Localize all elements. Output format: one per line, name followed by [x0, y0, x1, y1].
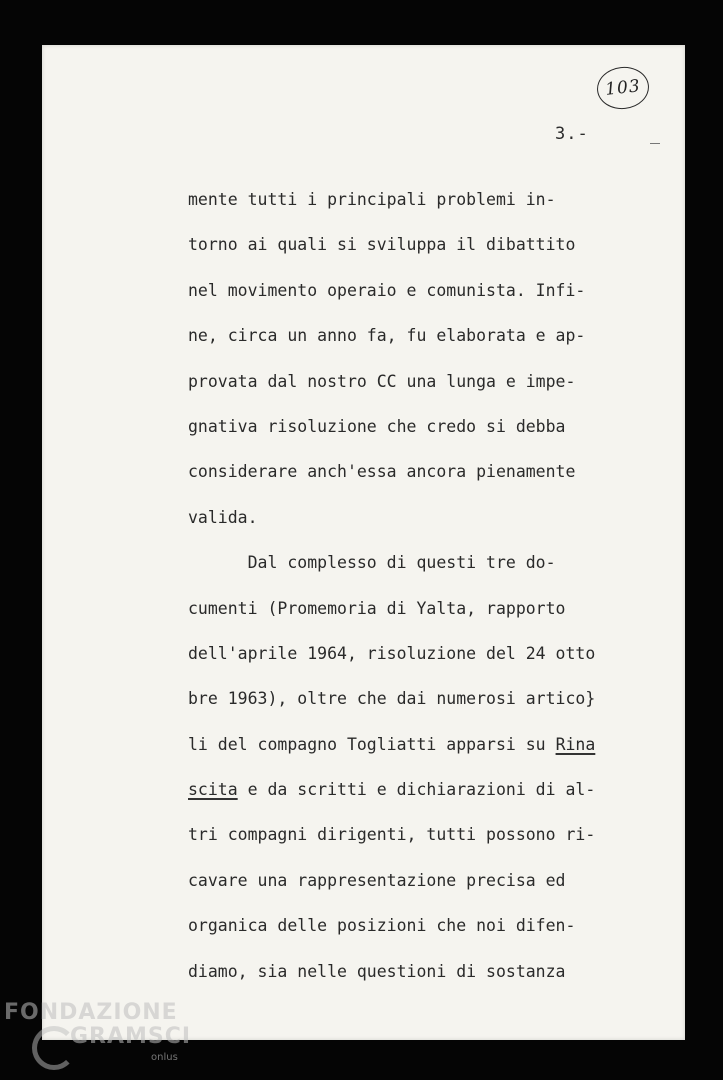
text-segment: cavare una rappresentazione precisa ed: [188, 870, 566, 890]
text-line: [188, 456, 678, 501]
text-line: [188, 547, 678, 592]
text-segment: bre 1963), oltre che dai numerosi artico}: [188, 689, 596, 709]
text-segment: li del compagno Togliatti apparsi su: [188, 734, 556, 754]
text-line: [188, 956, 678, 1001]
text-line: [188, 366, 678, 411]
text-segment: considerare anch'essa ancora pienamente: [188, 462, 576, 482]
text-line: [188, 593, 678, 638]
text-line: [188, 819, 678, 864]
page-number: 3.-: [555, 124, 589, 144]
text-line: [188, 683, 678, 728]
foundation-watermark: [4, 1000, 192, 1063]
text-line: [188, 275, 678, 320]
text-segment: gnativa risoluzione che credo si debba: [188, 416, 566, 436]
mark-dash: [650, 143, 660, 144]
text-line: [188, 184, 678, 229]
text-segment: dell'aprile 1964, risoluzione del 24 otto: [188, 643, 596, 663]
text-line: [188, 774, 678, 819]
text-segment: mente tutti i principali problemi in-: [188, 190, 556, 209]
text-line: [188, 502, 678, 547]
text-segment: tri compagni dirigenti, tutti possono ri-: [188, 825, 596, 845]
text-line: [188, 229, 678, 274]
text-segment: Dal complesso di questi tre do-: [188, 553, 556, 573]
text-line: [188, 320, 678, 365]
text-segment: organica delle posizioni che noi difen-: [188, 916, 576, 936]
watermark-line-2: GRAMSCI: [70, 1024, 192, 1049]
text-line: [188, 411, 678, 456]
text-segment: e da scritti e dichiarazioni di al-: [237, 780, 596, 800]
archive-number-stamp: 103: [595, 64, 651, 111]
text-segment: diamo, sia nelle questioni di sostanza: [188, 961, 566, 981]
watermark-onlus: onlus: [151, 1052, 178, 1063]
text-line: [188, 865, 678, 910]
text-line: [188, 638, 678, 683]
text-segment: provata dal nostro CC una lunga e impe-: [188, 371, 576, 391]
text-line: [188, 729, 678, 774]
text-segment: nel movimento operaio e comunista. Infi-: [188, 280, 586, 300]
typed-text-body: [188, 184, 678, 1001]
text-line: [188, 910, 678, 955]
text-segment: cumenti (Promemoria di Yalta, rapporto: [188, 598, 566, 618]
underlined-text: Rina: [555, 734, 596, 754]
watermark-line-1: FONDAZIONE: [4, 1000, 178, 1025]
text-segment: valida.: [188, 507, 258, 527]
underlined-text: scita: [188, 780, 238, 800]
text-segment: torno ai quali si sviluppa il dibattito: [188, 235, 576, 255]
text-segment: ne, circa un anno fa, fu elaborata e ap-: [188, 326, 586, 346]
